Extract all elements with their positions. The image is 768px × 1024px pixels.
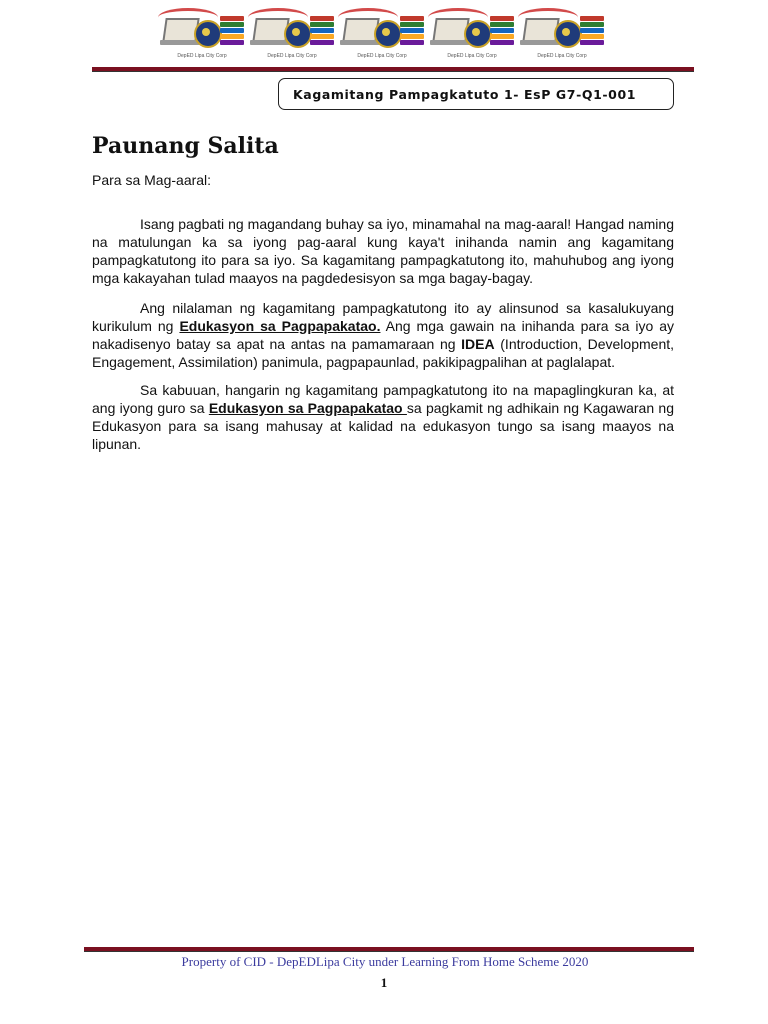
- paragraph-text: Sa kabuuan, hangarin ng kagamitang pampagkatutong ito na mapaglingkuran ka, at ang iyong guro sa: [92, 382, 674, 416]
- module-code-box: [278, 78, 674, 110]
- deped-seal-icon: [194, 20, 222, 48]
- books-icon: [580, 16, 604, 50]
- banner-tile: [338, 8, 426, 66]
- books-icon: [310, 16, 334, 50]
- paragraph-text: (Introduction, Development, Engagement, Assimilation) panimula, pagpapaunlad, pakikipagpalihan at paglalapat.: [92, 336, 675, 370]
- books-icon: [490, 16, 514, 50]
- header-banner: [158, 8, 610, 66]
- paragraph-text: Ang mga gawain na inihanda para sa iyo ay nakadisenyo batay sa apat na antas na pamamaraan ng: [92, 318, 674, 352]
- paragraph-curriculum: [92, 299, 674, 371]
- idea-acronym: IDEA: [461, 336, 495, 352]
- books-icon: [220, 16, 244, 50]
- page-number: 1: [380, 975, 388, 990]
- banner-tile: [248, 8, 336, 66]
- banner-caption: DepED Lipa City Corp: [447, 53, 497, 59]
- paragraph-text: sa pagkamit ng adhikain ng Kagawaran ng Edukasyon para sa isang mahusay at kalidad na edukasyon tungo sa isang maayos na lipunan.: [92, 400, 674, 452]
- salutation: Para sa Mag-aaral:: [92, 172, 212, 188]
- page-title: Paunang Salita: [92, 133, 279, 159]
- banner-caption: DepED Lipa City Corp: [267, 53, 317, 59]
- books-icon: [400, 16, 424, 50]
- deped-seal-icon: [464, 20, 492, 48]
- deped-seal-icon: [374, 20, 402, 48]
- banner-tile: [158, 8, 246, 66]
- banner-caption: DepED Lipa City Corp: [177, 53, 227, 59]
- banner-caption: DepED Lipa City Corp: [357, 53, 407, 59]
- banner-caption: DepED Lipa City Corp: [537, 53, 587, 59]
- deped-seal-icon: [554, 20, 582, 48]
- paragraph-greeting: Isang pagbati ng magandang buhay sa iyo, minamahal na mag-aaral! Hangad naming na matulungan ka sa iyong pag-aaral kung kaya't inihanda namin ang kagamitang pampagkatutong ito para sa iyo. Sa kagamitang pampagkatutong ito, mahuhubog ang iyong mga kakayahan tulad maayos na pagdedesisyon sa mga bagay-bagay.: [92, 216, 674, 286]
- paragraph-summary: [92, 381, 674, 453]
- footer-text: Property of CID - DepEDLipa City under Learning From Home Scheme 2020: [181, 954, 589, 969]
- subject-name: Edukasyon sa Pagpapakatao.: [179, 318, 381, 334]
- banner-tile: [428, 8, 516, 66]
- subject-name: Edukasyon sa Pagpapakatao: [208, 400, 407, 416]
- banner-tile: [518, 8, 606, 66]
- footer-divider: [84, 947, 694, 952]
- deped-seal-icon: [284, 20, 312, 48]
- header-divider: [92, 67, 694, 72]
- module-code: Kagamitang Pampagkatuto 1- EsP G7-Q1-001: [293, 86, 637, 102]
- paragraph-text: Ang nilalaman ng kagamitang pampagkatutong ito ay alinsunod sa kasalukuyang kurikulum ng: [92, 300, 674, 334]
